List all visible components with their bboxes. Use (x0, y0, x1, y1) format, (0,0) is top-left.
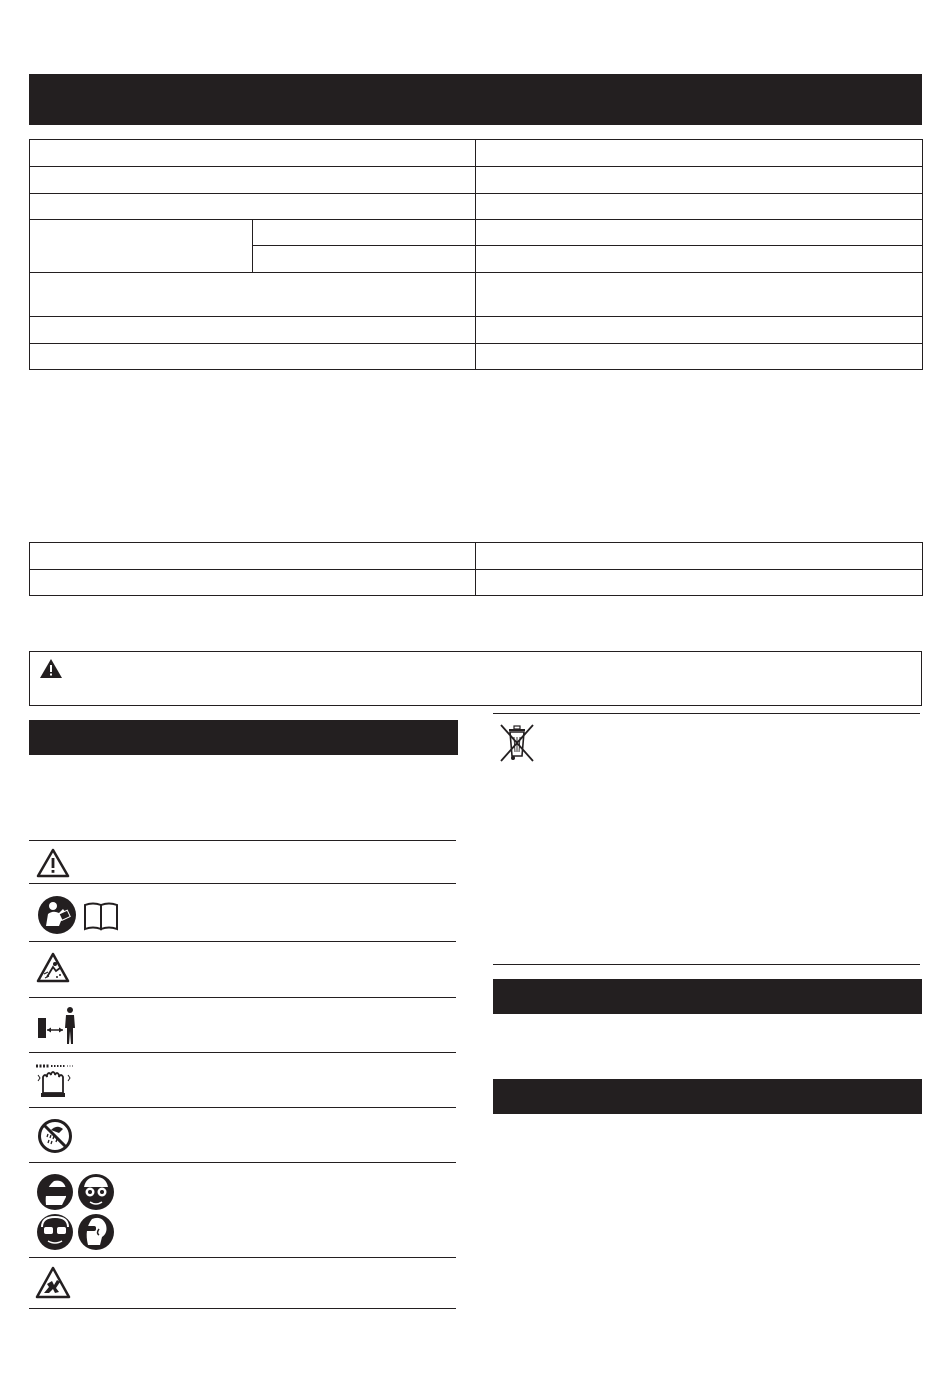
page-title-bar (29, 74, 922, 125)
read-manual-icon (37, 895, 121, 935)
flying-objects-icon (36, 952, 70, 984)
caution-triangle-icon (36, 848, 70, 878)
safety-symbols-section-bar (29, 720, 458, 755)
hot-surface-icon (35, 1063, 75, 1099)
crossed-out-wheelie-bin-icon (499, 723, 535, 763)
warning-triangle-icon (39, 658, 63, 679)
right-section-bar-1 (493, 979, 922, 1014)
blade-hazard-icon (35, 1266, 71, 1300)
keep-distance-icon (37, 1006, 79, 1046)
protective-equipment-icon (36, 1173, 118, 1251)
no-rain-icon (37, 1118, 73, 1154)
specification-table (29, 139, 923, 370)
right-section-bar-2 (493, 1079, 922, 1114)
warning-box (29, 651, 922, 706)
noise-table (29, 542, 923, 596)
